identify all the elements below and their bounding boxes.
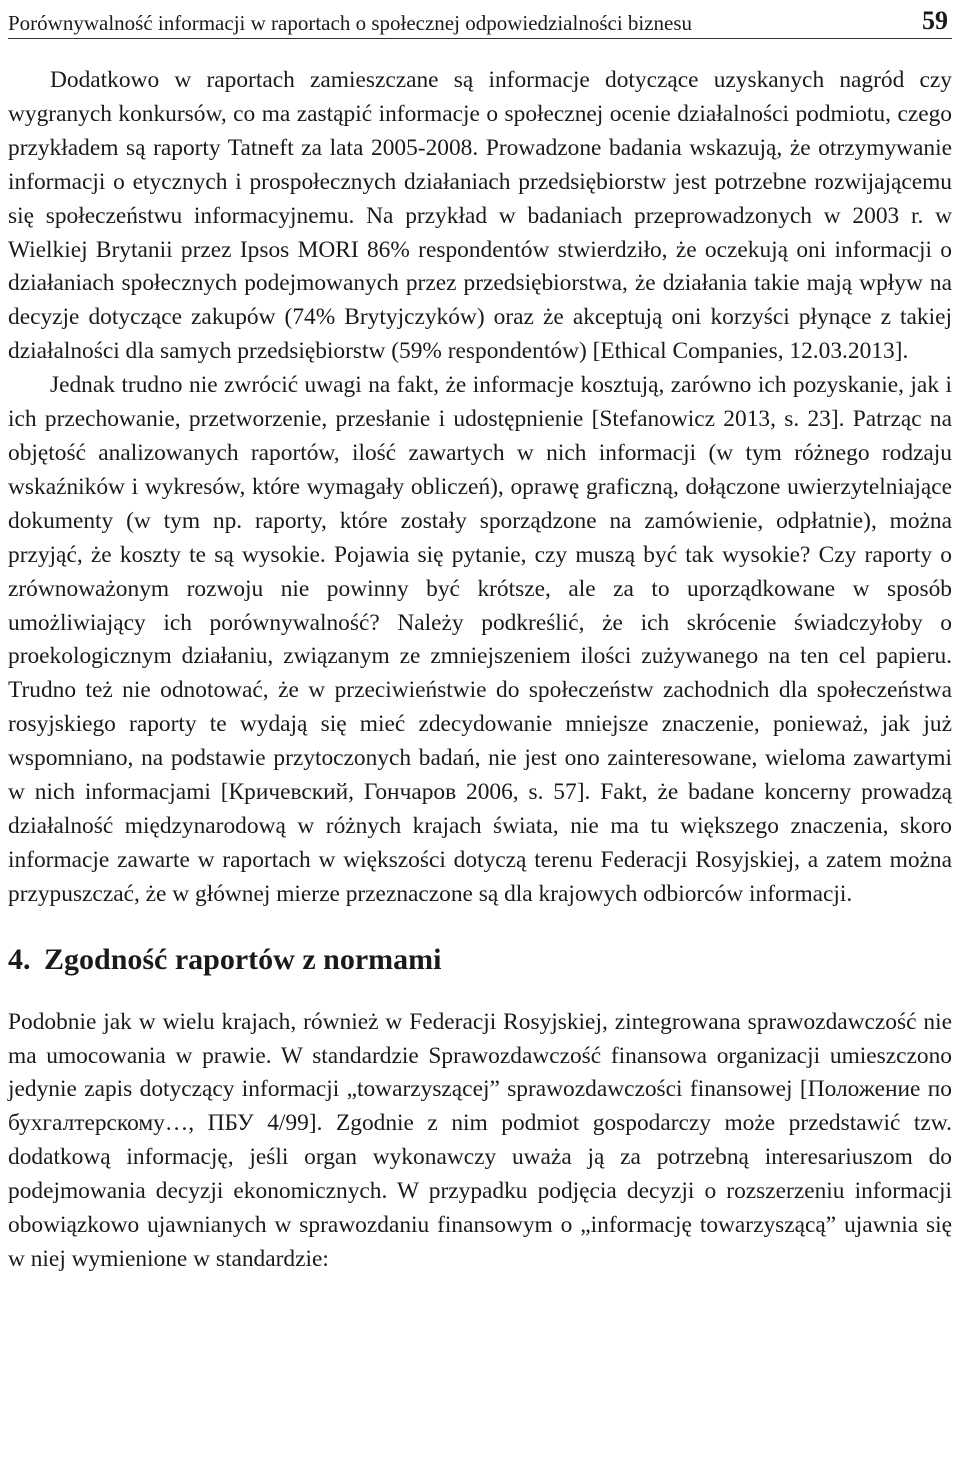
running-title: Porównywalność informacji w raportach o społecznej odpowiedzialności biznesu (8, 11, 693, 35)
section-title: Zgodność raportów z normami (44, 942, 442, 976)
page-number: 59 (922, 6, 948, 35)
section-paragraph: Podobnie jak w wielu krajach, również w Federacji Rosyjskiej, zintegrowana sprawozdawczość nie ma umocowania w prawie. W standardzie Sprawozdawczość finansowa organizacji umieszczono jedynie zapis dotyczący informacji „towarzyszącej” sprawozdawczości finansowej [Положение по бухгалтерскому…, ПБУ 4/99]. Zgodnie z nim podmiot gospodarczy może przedstawić tzw. dodatkową informację, jeśli organ wykonawczy uważa ją za potrzebną interesariuszom do podejmowania decyzji ekonomicznych. W przypadku podjęcia decyzji o rozszerzeniu informacji obowiązkowo ujawnianych w sprawozdaniu finansowym o „informację towarzyszącą” ujawnia się w niej wymienione w standardzie: (8, 1008, 952, 1272)
section-number: 4. (8, 942, 31, 976)
page-body (8, 64, 952, 1277)
running-header (8, 2, 952, 39)
section-heading (8, 942, 952, 978)
body-paragraph-1: Dodatkowo w raportach zamieszczane są informacje dotyczące uzyskanych nagród czy wygranych konkursów, co ma zastąpić informacje o społecznej ocenie działalności podmiotu, czego przykładem są raporty Tatneft za lata 2005-2008. Prowadzone badania wskazują, że otrzymywanie informacji o etycznych i prospołecznych działaniach przedsiębiorstw jest potrzebne rozwijającemu się społeczeństwu informacyjnemu. Na przykład w badaniach przeprowadzonych w 2003 r. w Wielkiej Brytanii przez Ipsos MORI 86% respondentów stwierdziło, że oczekują oni informacji o działaniach społecznych podejmowanych przez przedsiębiorstwa, że działania takie mają wpływ na decyzje dotyczące zakupów (74% Brytyjczyków) oraz że akceptują oni korzyści płynące z takiej działalności dla samych przedsiębiorstw (59% respondentów) [Ethical Companies, 12.03.2013]. (8, 67, 952, 365)
body-paragraph-2: Jednak trudno nie zwrócić uwagi na fakt, że informacje kosztują, zarówno ich pozyskanie, jak i ich przechowanie, przetworzenie, przesłanie i udostępnienie [Stefanowicz 2013, s. 23]. Patrząc na objętość analizowanych raportów, ilość zawartych w nich informacji (w tym różnego rodzaju wskaźników i wykresów, które wymagały obliczeń), oprawę graficzną, dołączone uwierzytelniające dokumenty (w tym np. raporty, które zostały sporządzone na zamówienie, odpłatnie), można przyjąć, że koszty te są wysokie. Pojawia się pytanie, czy muszą być tak wysokie? Czy raporty o zrównoważonym rozwoju nie powinny być krótsze, ale za to uporządkowane w sposób umożliwiający ich porównywalność? Należy podkreślić, że ich skrócenie świadczyłoby o proekologicznym działaniu, związanym ze zmniejszeniem ilości zużywanego na ten cel papieru. Trudno też nie odnotować, że w przeciwieństwie do społeczeństw zachodnich dla społeczeństwa rosyjskiego raporty te wydają się mieć zdecydowanie mniejsze znaczenie, ponieważ, jak już wspomniano, na podstawie przytoczonych badań, nie jest ono zainteresowane, wieloma zawartymi w nich informacjami [Кричевский, Гончаров 2006, s. 57]. Fakt, że badane koncerny prowadzą działalność międzynarodową w różnych krajach świata, nie ma tu większego znaczenia, skoro informacje zawarte w raportach w większości dotyczą terenu Federacji Rosyjskiej, a zatem można przypuszczać, że w głównej mierze przeznaczone są dla krajowych odbiorców informacji. (8, 372, 952, 907)
